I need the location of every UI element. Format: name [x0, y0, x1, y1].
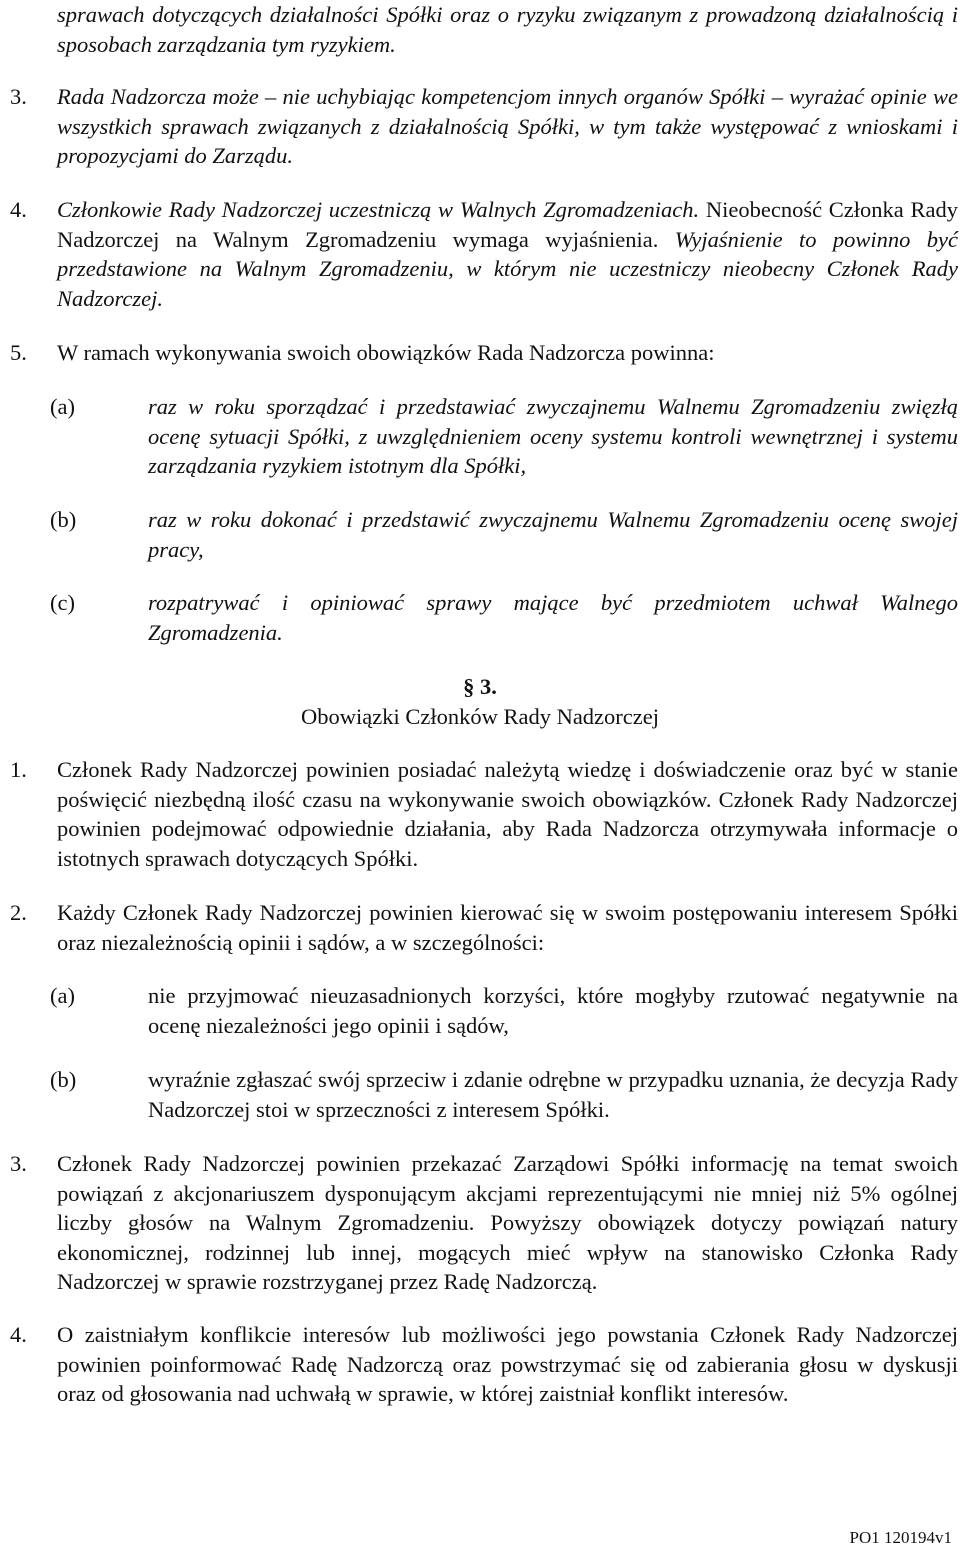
list-item-text: rozpatrywać i opiniować sprawy mające być przedmiotem uchwał Walnego Zgromadzenia. — [148, 590, 958, 645]
list-item-label: (a) — [50, 983, 75, 1008]
section-paragraph-3 — [10, 1149, 958, 1297]
paragraph-number: 1. — [10, 757, 27, 782]
paragraph-text: Członek Rady Nadzorczej powinien posiadać należytą wiedzę i doświadczenie oraz być w stanie poświęcić niezbędną ilość czasu na wykonywanie swoich obowiązków. Członek Rady Nadzorczej powinien podejmować odpowiednie działania, aby Rada Nadzorcza otrzymywała informacje o istotnych sprawach dotyczących Spółki. — [57, 757, 958, 871]
list-item-label: (a) — [50, 394, 75, 419]
paragraph-3 — [10, 82, 958, 171]
list-item-label: (c) — [50, 590, 75, 615]
list-item-text: raz w roku dokonać i przedstawić zwyczajnemu Walnemu Zgromadzeniu ocenę swojej pracy, — [148, 507, 958, 562]
paragraph-text — [57, 195, 958, 313]
paragraph-4 — [10, 195, 958, 313]
paragraph-text: Rada Nadzorcza może – nie uchybiając kompetencjom innych organów Spółki – wyrażać opinie we wszystkich sprawach związanych z działalnością Spółki, w tym także występować z wnioskami i propozycjami do Zarządu. — [57, 84, 958, 168]
paragraph-number: 3. — [10, 84, 27, 109]
list-item — [50, 981, 958, 1040]
list-item — [50, 505, 958, 564]
paragraph-number: 3. — [10, 1151, 27, 1176]
section-paragraph-2 — [10, 898, 958, 957]
list-item — [50, 1065, 958, 1124]
paragraph-text-italic-2: Wyjaśnienie to powinno być przedstawione na Walnym Zgromadzeniu, w którym nie uczestniczy nieobecny Członek Rady Nadzorczej. — [57, 226, 958, 311]
paragraph-number: 2. — [10, 900, 27, 925]
document-id-footer: PO1 120194v1 — [849, 1528, 952, 1547]
paragraph-number: 5. — [10, 340, 27, 365]
paragraph-text: Członek Rady Nadzorczej powinien przekazać Zarządowi Spółki informację na temat swoich powiązań z akcjonariuszem dysponującym akcjami reprezentującymi nie mniej niż 5% ogólnej liczby głosów na Walnym Zgromadzeniu. Powyższy obowiązek dotyczy powiązań natury ekonomicznej, rodzinnej lub innej, mogących mieć wpływ na stanowisko Członka Rady Nadzorczej w sprawie rozstrzyganej przez Radę Nadzorczą. — [57, 1151, 958, 1294]
list-item-label: (b) — [50, 1067, 77, 1092]
paragraph-continuation: sprawach dotyczących działalności Spółki oraz o ryzyku związanym z prowadzoną działalnością i sposobach zarządzania tym ryzykiem. — [57, 2, 958, 57]
section-number: § 3. — [463, 674, 497, 699]
section-heading — [0, 672, 960, 731]
list-item-text: nie przyjmować nieuzasadnionych korzyści, które mogłyby rzutować negatywnie na ocenę niezależności jego opinii i sądów, — [148, 983, 958, 1038]
list-item-text: raz w roku sporządzać i przedstawiać zwyczajnemu Walnemu Zgromadzeniu zwięzłą ocenę sytuacji Spółki, z uwzględnieniem oceny systemu kontroli wewnętrznej i systemu zarządzania ryzykiem istotnym dla Spółki, — [148, 394, 958, 478]
list-item-text: wyraźnie zgłaszać swój sprzeciw i zdanie odrębne w przypadku uznania, że decyzja Rady Nadzorczej stoi w sprzeczności z interesem Spółki. — [148, 1067, 958, 1122]
paragraph-text-italic: Członkowie Rady Nadzorczej uczestniczą w Walnych Zgromadzeniach. — [57, 197, 700, 222]
section-title: Obowiązki Członków Rady Nadzorczej — [300, 703, 659, 729]
paragraph-text: W ramach wykonywania swoich obowiązków Rada Nadzorcza powinna: — [57, 340, 715, 365]
list-item — [50, 392, 958, 481]
paragraph-number: 4. — [10, 1322, 27, 1347]
paragraph-5 — [10, 338, 958, 368]
paragraph-text: O zaistniałym konflikcie interesów lub możliwości jego powstania Członek Rady Nadzorczej powinien poinformować Radę Nadzorczą oraz powstrzymać się od zabierania głosu w dyskusji oraz od głosowania nad uchwałą w sprawie, w której zaistniał konflikt interesów. — [57, 1322, 958, 1406]
list-item — [50, 588, 958, 647]
paragraph-text-plain: Nieobecność Członka Rady Nadzorczej na Walnym Zgromadzeniu wymaga wyjaśnienia. — [57, 197, 958, 252]
paragraph-number: 4. — [10, 197, 27, 222]
list-item-label: (b) — [50, 507, 77, 532]
paragraph-text: Każdy Członek Rady Nadzorczej powinien kierować się w swoim postępowaniu interesem Spółki oraz niezależnością opinii i sądów, a w szczególności: — [57, 900, 958, 955]
section-paragraph-4 — [10, 1320, 958, 1409]
section-paragraph-1 — [10, 755, 958, 873]
